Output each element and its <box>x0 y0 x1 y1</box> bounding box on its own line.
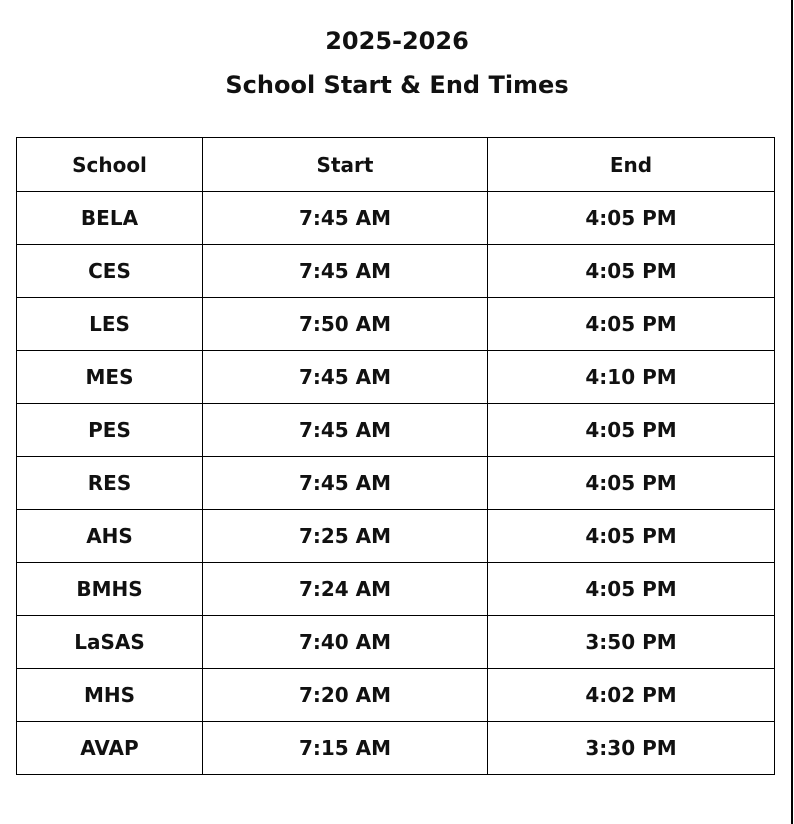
table-row <box>17 351 775 404</box>
table-row <box>17 722 775 775</box>
start-time-cell: 7:50 AM <box>203 298 488 351</box>
table-row <box>17 563 775 616</box>
table-row <box>17 245 775 298</box>
start-time-cell: 7:45 AM <box>203 457 488 510</box>
end-time-cell: 3:50 PM <box>488 616 775 669</box>
school-cell: MHS <box>17 669 203 722</box>
end-time-cell: 4:05 PM <box>488 298 775 351</box>
school-cell: BELA <box>17 192 203 245</box>
column-header-start: Start <box>203 138 488 192</box>
school-cell: CES <box>17 245 203 298</box>
end-time-cell: 4:05 PM <box>488 404 775 457</box>
start-time-cell: 7:45 AM <box>203 404 488 457</box>
school-cell: BMHS <box>17 563 203 616</box>
start-time-cell: 7:15 AM <box>203 722 488 775</box>
start-time-cell: 7:25 AM <box>203 510 488 563</box>
school-cell: LES <box>17 298 203 351</box>
school-cell: RES <box>17 457 203 510</box>
table-row <box>17 669 775 722</box>
column-header-end: End <box>488 138 775 192</box>
table-row <box>17 457 775 510</box>
table-row <box>17 510 775 563</box>
start-time-cell: 7:40 AM <box>203 616 488 669</box>
table-header-row <box>17 138 775 192</box>
start-time-cell: 7:45 AM <box>203 351 488 404</box>
school-times-table <box>16 137 775 775</box>
start-time-cell: 7:20 AM <box>203 669 488 722</box>
table-row <box>17 616 775 669</box>
table-row <box>17 192 775 245</box>
start-time-cell: 7:45 AM <box>203 245 488 298</box>
document-year: 2025-2026 <box>325 27 469 55</box>
school-cell: AVAP <box>17 722 203 775</box>
page-edge-rule <box>791 0 793 824</box>
end-time-cell: 4:05 PM <box>488 245 775 298</box>
end-time-cell: 3:30 PM <box>488 722 775 775</box>
end-time-cell: 4:05 PM <box>488 192 775 245</box>
school-cell: MES <box>17 351 203 404</box>
document-title: School Start & End Times <box>225 71 569 99</box>
start-time-cell: 7:45 AM <box>203 192 488 245</box>
end-time-cell: 4:05 PM <box>488 563 775 616</box>
end-time-cell: 4:10 PM <box>488 351 775 404</box>
school-cell: LaSAS <box>17 616 203 669</box>
start-time-cell: 7:24 AM <box>203 563 488 616</box>
column-header-school: School <box>17 138 203 192</box>
school-cell: AHS <box>17 510 203 563</box>
school-cell: PES <box>17 404 203 457</box>
end-time-cell: 4:05 PM <box>488 457 775 510</box>
end-time-cell: 4:02 PM <box>488 669 775 722</box>
table-row <box>17 298 775 351</box>
table-row <box>17 404 775 457</box>
end-time-cell: 4:05 PM <box>488 510 775 563</box>
